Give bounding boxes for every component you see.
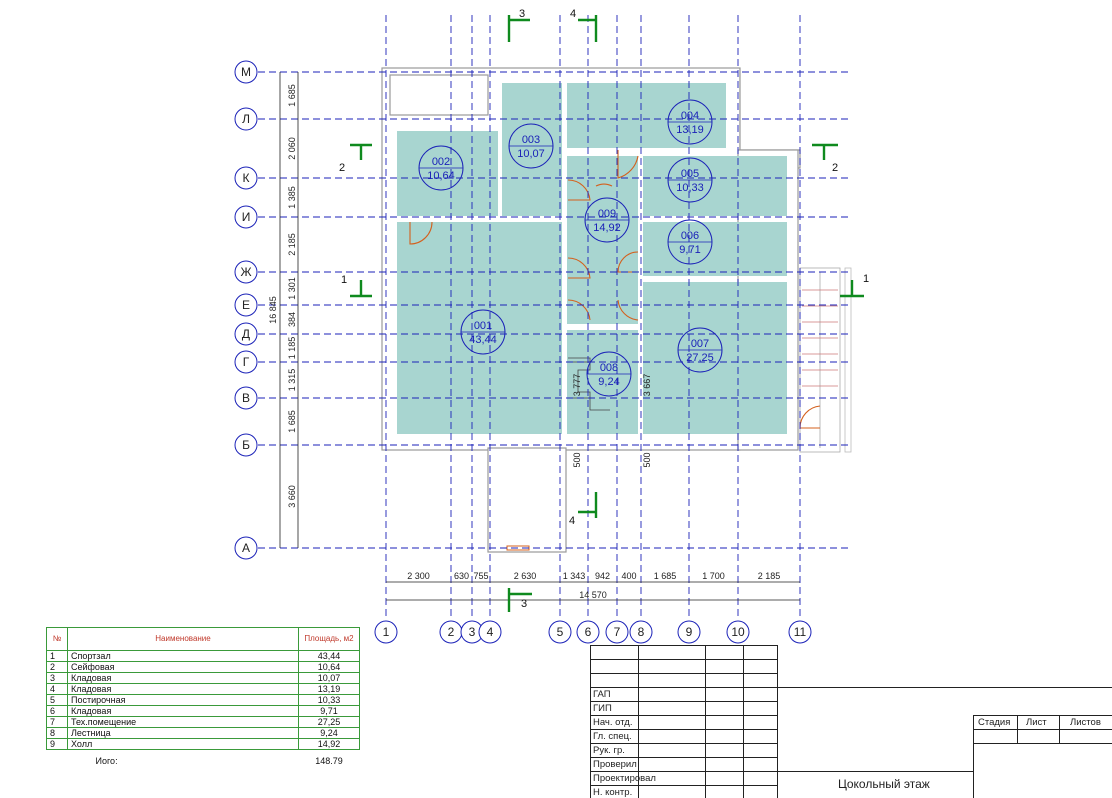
cell-name: Спортзал — [68, 651, 299, 662]
row-axis-label: Б — [242, 438, 250, 452]
row-axis-label: М — [241, 65, 251, 79]
stamp-stage-label: Стадия — [978, 717, 1011, 728]
row-axis-label: Л — [242, 112, 250, 126]
column-axis-label: 2 — [447, 625, 455, 639]
room-number: 004 — [680, 110, 700, 122]
column-axis-label: 5 — [556, 625, 564, 639]
cell-area: 9,71 — [299, 706, 360, 717]
section-mark-1-left: 1 — [340, 274, 348, 286]
cell-name: Холл — [68, 739, 299, 750]
total-value: 148.79 — [315, 756, 343, 766]
overall-dimension-vertical: 16 845 — [268, 296, 278, 324]
stamp-role-head-dept: Нач. отд. — [593, 717, 633, 728]
room-number: 007 — [690, 338, 710, 350]
column-dimension: 400 — [621, 571, 637, 581]
column-dimension: 2 300 — [407, 571, 430, 581]
column-dimension: 2 630 — [513, 571, 537, 581]
section-mark-3-top: 3 — [518, 8, 526, 20]
column-dimension: 1 343 — [562, 571, 586, 581]
row-dimension: 3 660 — [287, 485, 297, 508]
cell-area: 13,19 — [299, 684, 360, 695]
room-005-fill — [643, 156, 787, 216]
cell-num: 6 — [47, 706, 68, 717]
stamp-role-designed: Проектировал — [593, 773, 656, 784]
title-block — [590, 645, 1112, 798]
column-dimension: 942 — [594, 571, 611, 581]
table-row — [47, 684, 360, 695]
row-axis-label: И — [241, 210, 251, 224]
cell-area: 10,64 — [299, 662, 360, 673]
cell-name: Кладовая — [68, 684, 299, 695]
row-dimension: 1 301 — [287, 277, 297, 300]
stamp-sheet-label: Лист — [1026, 717, 1047, 728]
cell-name: Кладовая — [68, 673, 299, 684]
row-axis-label: Е — [241, 298, 251, 312]
cell-num: 2 — [47, 662, 68, 673]
column-axis-label: 7 — [613, 625, 621, 639]
table-row — [47, 739, 360, 750]
room-area: 10,33 — [676, 182, 704, 194]
room-number: 001 — [473, 320, 493, 332]
room-area: 9,24 — [598, 376, 620, 388]
cell-area: 14,92 — [299, 739, 360, 750]
cell-num: 8 — [47, 728, 68, 739]
section-mark-4-top: 4 — [569, 8, 577, 20]
room-number: 008 — [599, 362, 619, 374]
stair-dim-right: 3 667 — [642, 373, 652, 397]
column-axis-label: 11 — [793, 625, 807, 639]
room-004-fill — [567, 83, 726, 148]
section-mark-3-bottom: 3 — [520, 598, 528, 610]
stamp-role-checked: Проверил — [593, 759, 637, 770]
row-dimension: 1 685 — [287, 410, 297, 433]
table-row — [47, 662, 360, 673]
total-label: Иого: — [95, 756, 118, 766]
cell-area: 9,24 — [299, 728, 360, 739]
section-mark-1-right: 1 — [862, 273, 870, 285]
stamp-role-group-lead: Рук. гр. — [593, 745, 625, 756]
room-006-fill — [643, 222, 787, 276]
column-dimension: 630 — [453, 571, 470, 581]
vertical-dimensions — [268, 72, 298, 548]
room-area: 14,92 — [593, 222, 621, 234]
offset-dim-right: 500 — [642, 452, 652, 468]
cell-num: 3 — [47, 673, 68, 684]
cell-area: 27,25 — [299, 717, 360, 728]
row-axis-label: Д — [241, 327, 251, 341]
table-row — [47, 717, 360, 728]
column-dimension: 755 — [473, 571, 489, 581]
row-dimension: 1 685 — [287, 84, 297, 107]
cell-name: Лестница — [68, 728, 299, 739]
row-axis-label: Ж — [240, 265, 252, 279]
header-area: Площадь, м2 — [299, 628, 360, 651]
cell-name: Кладовая — [68, 706, 299, 717]
horizontal-dimensions — [386, 571, 800, 600]
cell-num: 1 — [47, 651, 68, 662]
table-row — [47, 673, 360, 684]
room-number: 009 — [597, 208, 617, 220]
table-row — [47, 695, 360, 706]
row-dimension: 1 315 — [287, 368, 297, 392]
header-num: № — [47, 628, 68, 651]
column-axis-label: 4 — [486, 625, 494, 639]
stair-dim-left: 3 777 — [572, 373, 582, 397]
column-axis-label: 10 — [731, 625, 745, 639]
stamp-role-norm-control: Н. контр. — [593, 787, 633, 798]
row-axis-label: Г — [242, 355, 250, 369]
room-area: 27,25 — [686, 352, 714, 364]
cell-area: 10,07 — [299, 673, 360, 684]
room-009-fill — [567, 156, 638, 324]
room-number: 003 — [521, 134, 541, 146]
room-area: 43,44 — [469, 334, 497, 346]
table-row — [47, 706, 360, 717]
cell-name: Постирочная — [68, 695, 299, 706]
room-number: 002 — [431, 156, 451, 168]
room-explication-table — [46, 627, 360, 766]
room-number: 006 — [680, 230, 700, 242]
row-dimension: 2 185 — [287, 233, 297, 256]
table-row — [47, 651, 360, 662]
stamp-role-gap: ГАП — [593, 689, 611, 700]
column-dimension: 2 185 — [757, 571, 781, 581]
overall-dimension-horizontal: 14 570 — [579, 590, 607, 600]
row-dimension: 2 060 — [287, 137, 297, 160]
room-area: 9,71 — [679, 244, 701, 256]
column-axis-label: 9 — [685, 625, 693, 639]
offset-dim-left: 500 — [572, 452, 582, 468]
cell-num: 4 — [47, 684, 68, 695]
row-axis-label: В — [241, 391, 251, 405]
cell-area: 43,44 — [299, 651, 360, 662]
stamp-role-gip: ГИП — [593, 703, 612, 714]
sheet-title: Цокольный этаж — [838, 777, 930, 791]
room-area: 10,64 — [427, 170, 455, 182]
cell-area: 10,33 — [299, 695, 360, 706]
column-dimension: 1 685 — [653, 571, 677, 581]
cell-name: Тех.помещение — [68, 717, 299, 728]
table-row — [47, 728, 360, 739]
stamp-role-chief-spec: Гл. спец. — [593, 731, 632, 742]
section-mark-4-bottom: 4 — [568, 515, 576, 527]
column-dimension: 1 700 — [702, 571, 725, 581]
cell-num: 9 — [47, 739, 68, 750]
stamp-sheets-label: Листов — [1070, 717, 1101, 728]
column-axis-label: 8 — [637, 625, 645, 639]
row-dimension: 384 — [287, 311, 297, 328]
column-axis-label: 6 — [584, 625, 592, 639]
cell-num: 5 — [47, 695, 68, 706]
room-area: 10,07 — [517, 148, 545, 160]
header-name: Наименование — [68, 628, 299, 651]
section-mark-2-right: 2 — [831, 162, 839, 174]
row-dimension: 1 385 — [287, 186, 297, 209]
column-axis-label: 1 — [382, 625, 390, 639]
row-dimension: 1 185 — [287, 336, 297, 360]
cell-num: 7 — [47, 717, 68, 728]
section-mark-2-left: 2 — [338, 162, 346, 174]
room-area: 13,19 — [676, 124, 704, 136]
room-number: 005 — [680, 168, 700, 180]
row-axis-label: К — [242, 171, 250, 185]
row-axis-label: А — [241, 541, 251, 555]
column-axis-label: 3 — [468, 625, 476, 639]
cell-name: Сейфовая — [68, 662, 299, 673]
